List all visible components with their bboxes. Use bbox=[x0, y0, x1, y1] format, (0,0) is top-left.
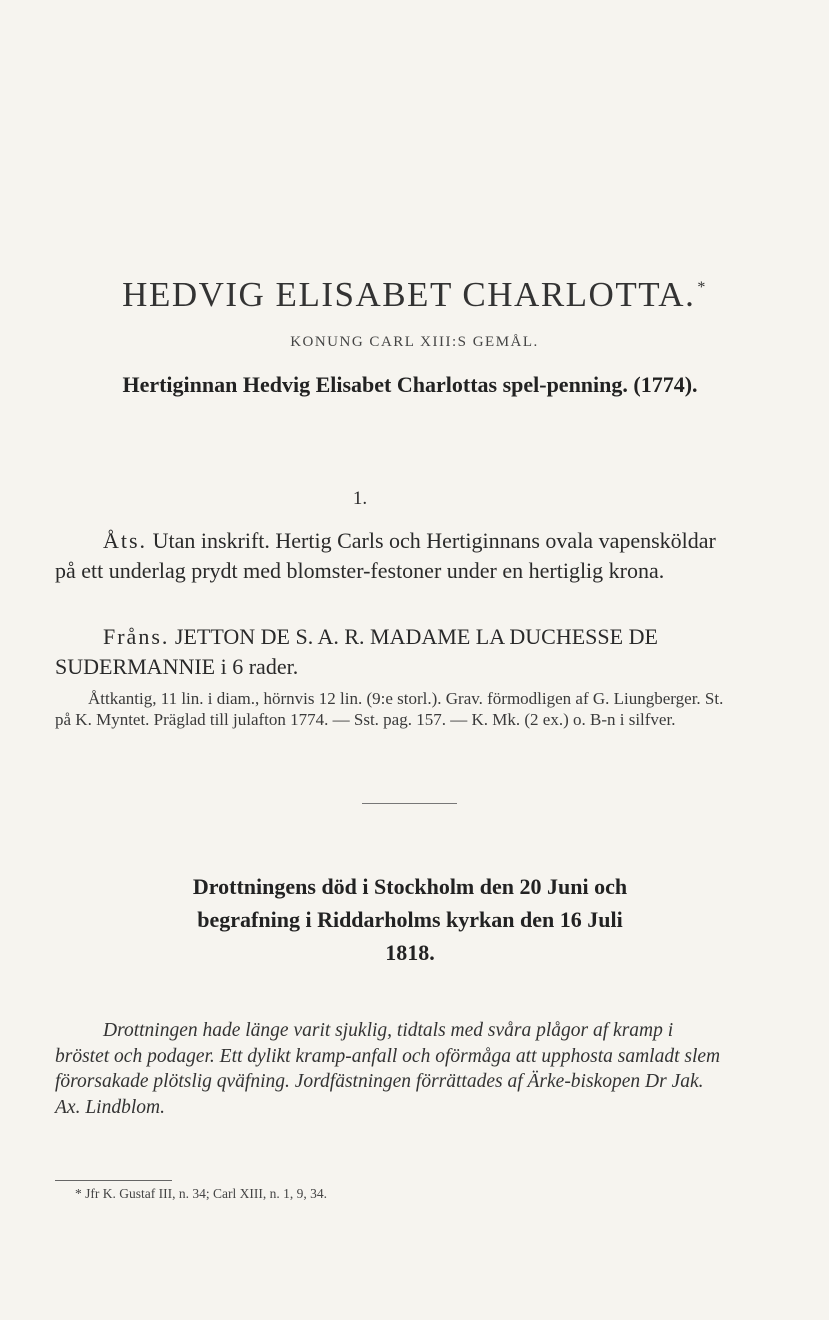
obverse-label: Åts. bbox=[103, 528, 148, 553]
title-text: HEDVIG ELISABET CHARLOTTA. bbox=[122, 275, 696, 314]
reverse-description bbox=[55, 622, 727, 682]
section2-heading-line2: begrafning i Riddarholms kyrkan den 16 Juli bbox=[197, 907, 623, 932]
section2-heading-line1: Drottningens död i Stockholm den 20 Juni och bbox=[192, 874, 628, 899]
section-divider bbox=[362, 803, 457, 804]
section2-heading-line3: 1818. bbox=[385, 940, 435, 965]
reverse-text: JETTON DE S. A. R. MADAME LA DUCHESSE DE SUDERMANNIE i 6 rader. bbox=[55, 624, 658, 679]
footnote: * Jfr K. Gustaf III, n. 34; Carl XIII, n. 1, 9, 34. bbox=[75, 1186, 327, 1201]
section1-heading: Hertiginnan Hedvig Elisabet Charlottas spel-penning. (1774). bbox=[122, 372, 698, 397]
item-number: 1. bbox=[352, 488, 368, 509]
section2-body: Drottningen hade länge varit sjuklig, tidtals med svåra plågor af kramp i bröstet och podager. Ett dylikt kramp-anfall och oförmåga att upphosta samladt slem förorsakade plötslig qväfning. Jordfästningen förrättades af Ärke-biskopen Dr Jak. Ax. Lindblom. bbox=[55, 1020, 721, 1118]
section2-heading bbox=[100, 870, 720, 969]
page-subtitle: KONUNG CARL XIII:S GEMÅL. bbox=[290, 334, 539, 350]
obverse-text: Utan inskrift. Hertig Carls och Hertiginnans ovala vapensköldar på ett underlag prydt med blomster-festoner under en hertiglig krona. bbox=[55, 528, 716, 583]
title-footnote-marker: * bbox=[697, 279, 707, 296]
medal-details: Åttkantig, 11 lin. i diam., hörnvis 12 lin. (9:e storl.). Grav. förmodligen af G. Liungberger. St. på K. Myntet. Präglad till julafton 1774. — Sst. pag. 157. — K. Mk. (2 ex.) o. B-n i silfver. bbox=[55, 689, 724, 729]
footnote-divider bbox=[55, 1180, 172, 1181]
obverse-description bbox=[55, 526, 727, 586]
reverse-label: Fråns. bbox=[103, 624, 170, 649]
page-title bbox=[0, 275, 829, 315]
